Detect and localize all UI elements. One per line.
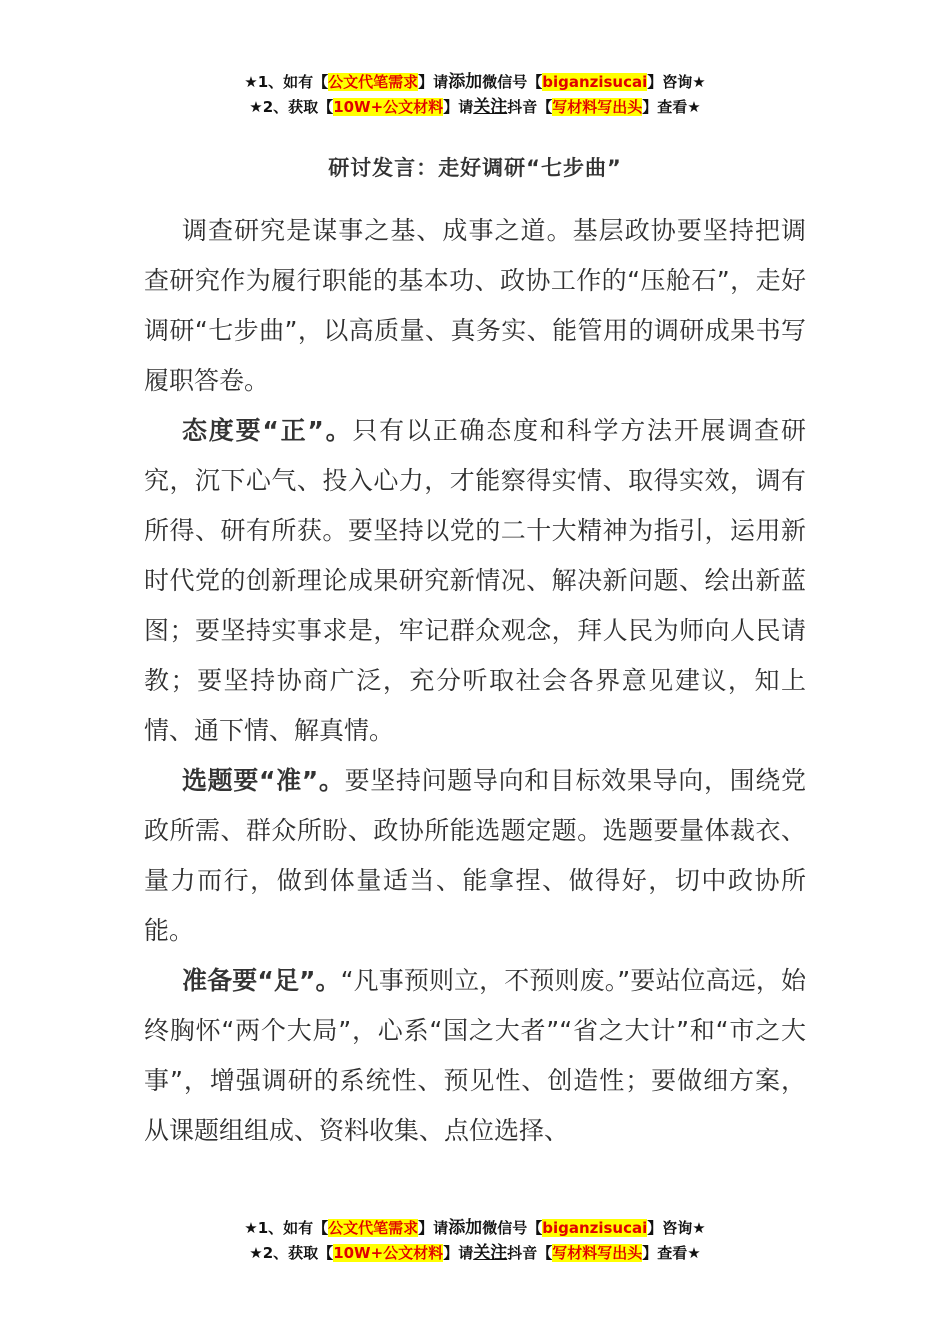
banner-follow-text: 关注 (473, 97, 508, 117)
paragraph-intro (144, 206, 806, 406)
header-banner (0, 70, 950, 120)
banner-line-1 (0, 70, 950, 95)
banner-service-highlight: 公文代笔需求 (328, 73, 419, 91)
banner-line-1-suffix: 】咨询★ (647, 73, 706, 91)
banner-wechat-id: biganzisucai (542, 1219, 648, 1237)
paragraph-preparation (144, 956, 806, 1156)
banner-add-text: 添加 (448, 1218, 483, 1238)
document-title: 研讨发言：走好调研“七步曲” (328, 156, 622, 180)
banner-line-1-suffix: 】咨询★ (647, 1219, 706, 1237)
banner-add-text: 添加 (448, 72, 483, 92)
banner-wechat-id: biganzisucai (542, 73, 648, 91)
banner-line-2-douyin-label: 抖音【 (507, 1244, 553, 1262)
paragraph-lead: 选题要“准”。 (182, 766, 345, 795)
paragraph-text: 要坚持问题导向和目标效果导向，围绕党政所需、群众所盼、政协所能选题定题。选题要量体裁衣、量力而行，做到体量适当、能拿捏、做得好，切中政协所能。 (144, 766, 806, 945)
paragraph-topic-selection (144, 756, 806, 956)
banner-service-highlight: 公文代笔需求 (328, 1219, 419, 1237)
paragraph-text: 只有以正确态度和科学方法开展调查研究，沉下心气、投入心力，才能察得实情、取得实效，调有所得、研有所获。要坚持以党的二十大精神为指引，运用新时代党的创新理论成果研究新情况、解决新问题、绘出新蓝图；要坚持实事求是，牢记群众观念，拜人民为师向人民请教；要坚持协商广泛，充分听取社会各界意见建议，知上情、通下情、解真情。 (144, 416, 806, 745)
footer-banner (0, 1216, 950, 1266)
banner-line-2 (0, 1241, 950, 1266)
banner-douyin-id: 写材料写出头 (552, 1244, 643, 1262)
paragraph-lead: 态度要“正”。 (182, 416, 353, 445)
paragraph-lead: 准备要“足”。 (182, 966, 341, 995)
banner-follow-text: 关注 (473, 1243, 508, 1263)
banner-line-2-suffix: 】查看★ (642, 98, 701, 116)
paragraph-text: “凡事预则立，不预则废。”要站位高远，始终胸怀“两个大局”，心系“国之大者”“省之大计”和“市之大事”，增强调研的系统性、预见性、创造性；要做细方案，从课题组组成、资料收集、点位选择、 (144, 966, 806, 1145)
banner-materials-highlight: 10W+公文材料 (333, 98, 444, 116)
banner-line-1-wechat-label: 微信号【 (482, 73, 543, 91)
paragraph-attitude (144, 406, 806, 756)
paragraph-text: 调查研究是谋事之基、成事之道。基层政协要坚持把调查研究作为履行职能的基本功、政协工作的“压舱石”，走好调研“七步曲”，以高质量、真务实、能管用的调研成果书写履职答卷。 (144, 216, 806, 395)
banner-line-2-request: 】请 (443, 1244, 474, 1262)
banner-line-1-prefix: ★1、如有【 (244, 73, 329, 91)
banner-line-1-prefix: ★1、如有【 (244, 1219, 329, 1237)
banner-line-2-request: 】请 (443, 98, 474, 116)
banner-line-2-prefix: ★2、获取【 (249, 1244, 334, 1262)
banner-line-2-suffix: 】查看★ (642, 1244, 701, 1262)
banner-line-1-wechat-label: 微信号【 (482, 1219, 543, 1237)
document-body (144, 206, 806, 1156)
banner-line-2 (0, 95, 950, 120)
banner-line-1-request: 】请 (418, 73, 449, 91)
banner-line-2-douyin-label: 抖音【 (507, 98, 553, 116)
banner-materials-highlight: 10W+公文材料 (333, 1244, 444, 1262)
banner-line-1-request: 】请 (418, 1219, 449, 1237)
banner-douyin-id: 写材料写出头 (552, 98, 643, 116)
banner-line-2-prefix: ★2、获取【 (249, 98, 334, 116)
banner-line-1 (0, 1216, 950, 1241)
